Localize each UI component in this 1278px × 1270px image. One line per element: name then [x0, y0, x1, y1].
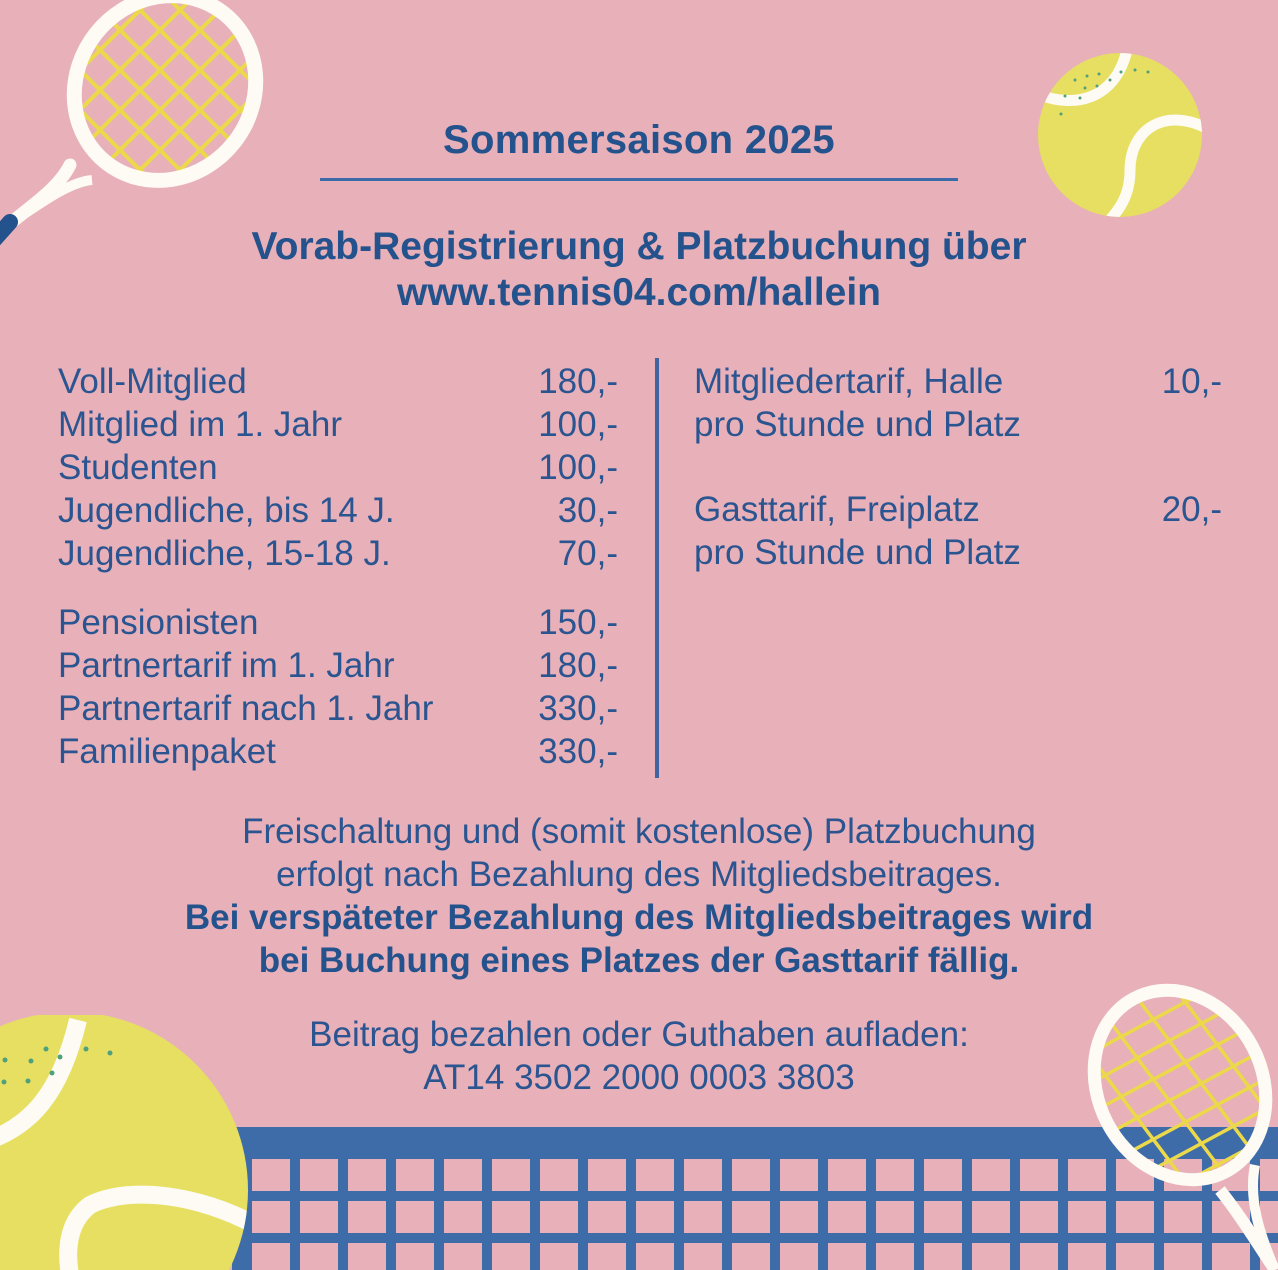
late-payment-warning: [0, 896, 1278, 982]
fee-row: [58, 644, 618, 687]
fee-label: Voll-Mitglied: [58, 362, 247, 401]
fee-price: 100,-: [538, 448, 618, 487]
tariff-sub: [694, 531, 1222, 574]
membership-group-1: [58, 360, 618, 575]
fee-price: 100,-: [538, 405, 618, 444]
tariff-price: 10,-: [1161, 362, 1222, 401]
registration-heading: [0, 224, 1278, 316]
tennis-ball-icon: [0, 1015, 250, 1270]
tariff-item: [694, 360, 1222, 446]
tennis-racket-icon: [1070, 975, 1278, 1270]
note-line: erfolgt nach Bezahlung des Mitgliedsbeitrages.: [276, 855, 1002, 894]
fee-row: [58, 730, 618, 773]
fee-row: [58, 687, 618, 730]
tariff-item: [694, 488, 1222, 574]
fee-price: 180,-: [538, 362, 618, 401]
fee-row: [58, 446, 618, 489]
payment-iban: AT14 3502 2000 0003 3803: [423, 1058, 855, 1097]
fee-row: [58, 489, 618, 532]
registration-heading-line1: Vorab-Registrierung & Platzbuchung über: [251, 225, 1027, 268]
tariff-row: [694, 488, 1222, 531]
membership-group-2: [58, 601, 618, 773]
fee-price: 330,-: [538, 732, 618, 771]
tariff-price: 20,-: [1161, 490, 1222, 529]
fee-price: 70,-: [557, 534, 618, 573]
tariff-unit: pro Stunde und Platz: [694, 533, 1021, 572]
tariff-row: [694, 360, 1222, 403]
fee-label: Familienpaket: [58, 732, 276, 771]
page-title: Sommersaison 2025: [443, 118, 835, 162]
tariff-sub: [694, 403, 1222, 446]
title-divider: [320, 178, 958, 181]
fee-label: Mitglied im 1. Jahr: [58, 405, 342, 444]
fee-label: Pensionisten: [58, 603, 259, 642]
registration-url: www.tennis04.com/hallein: [396, 271, 881, 314]
fee-label: Partnertarif nach 1. Jahr: [58, 689, 434, 728]
warning-line: bei Buchung eines Platzes der Gasttarif fällig.: [258, 941, 1020, 980]
court-tariffs: [694, 360, 1222, 574]
fee-row: [58, 360, 618, 403]
column-divider: [655, 358, 659, 778]
note-line: Freischaltung und (somit kostenlose) Platzbuchung: [242, 812, 1036, 851]
tariff-unit: pro Stunde und Platz: [694, 405, 1021, 444]
fee-row: [58, 403, 618, 446]
fee-price: 180,-: [538, 646, 618, 685]
fee-label: Jugendliche, bis 14 J.: [58, 491, 395, 530]
membership-fees: [58, 360, 618, 773]
fee-label: Partnertarif im 1. Jahr: [58, 646, 395, 685]
tariff-label: Mitgliedertarif, Halle: [694, 362, 1004, 401]
activation-note: [0, 810, 1278, 896]
fee-price: 150,-: [538, 603, 618, 642]
tariff-label: Gasttarif, Freiplatz: [694, 490, 980, 529]
fee-price: 30,-: [557, 491, 618, 530]
fee-label: Jugendliche, 15-18 J.: [58, 534, 391, 573]
fee-row: [58, 532, 618, 575]
warning-line: Bei verspäteter Bezahlung des Mitgliedsbeitrages wird: [184, 898, 1094, 937]
fee-row: [58, 601, 618, 644]
payment-label: Beitrag bezahlen oder Guthaben aufladen:: [309, 1015, 969, 1054]
fee-label: Studenten: [58, 448, 218, 487]
fee-price: 330,-: [538, 689, 618, 728]
